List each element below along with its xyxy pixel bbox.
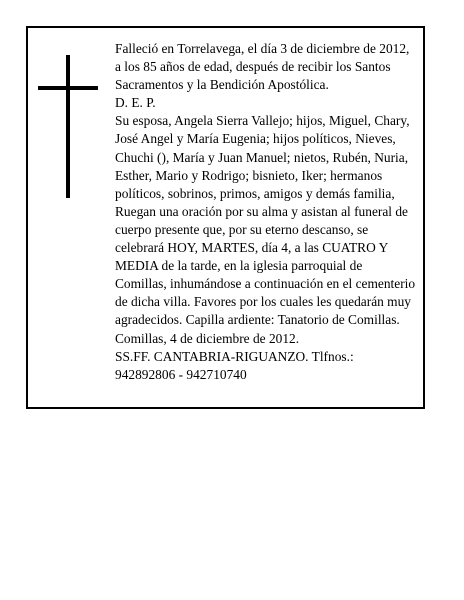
notice-line: José Angel y María Eugenia; hijos políticos, Nieves,: [115, 131, 396, 147]
cross-horizontal-bar: [38, 86, 98, 90]
notice-line: a los 85 años de edad, después de recibir los Santos: [115, 59, 391, 75]
notice-line-date: Comillas, 4 de diciembre de 2012.: [115, 330, 300, 346]
notice-text: [115, 40, 421, 384]
notice-line: Ruegan una oración por su alma y asistan al funeral de: [115, 203, 409, 219]
notice-line: políticos, sobrinos, primos, amigos y demás familia,: [115, 185, 395, 201]
notice-line-dep: D. E. P.: [115, 95, 156, 111]
cross-vertical-bar: [66, 55, 70, 198]
notice-line: Chuchi (), María y Juan Manuel; nietos, Rubén, Nuria,: [115, 149, 409, 165]
cross-icon: [38, 55, 98, 198]
notice-line: Esther, Mario y Rodrigo; bisnieto, Iker; hermanos: [115, 167, 383, 183]
notice-line: de dicha villa. Favores por los cuales les quedarán muy: [115, 294, 411, 310]
notice-line: celebrará HOY, MARTES, día 4, a las CUATRO Y: [115, 240, 389, 256]
notice-line: MEDIA de la tarde, en la iglesia parroquial de: [115, 258, 363, 274]
notice-line: Sacramentos y la Bendición Apostólica.: [115, 77, 329, 93]
notice-line-phones: 942892806 - 942710740: [115, 366, 247, 382]
notice-line: Falleció en Torrelavega, el día 3 de diciembre de 2012,: [115, 41, 410, 56]
notice-line: agradecidos. Capilla ardiente: Tanatorio de Comillas.: [115, 312, 400, 328]
notice-line: Su esposa, Angela Sierra Vallejo; hijos, Miguel, Chary,: [115, 113, 410, 129]
notice-line: Comillas, inhumándose a continuación en el cementerio: [115, 276, 416, 292]
notice-line-funeral-home: SS.FF. CANTABRIA-RIGUANZO. Tlfnos.:: [115, 348, 354, 364]
obituary-notice: [26, 26, 425, 409]
notice-line: cuerpo presente que, por su eterno descanso, se: [115, 221, 369, 237]
